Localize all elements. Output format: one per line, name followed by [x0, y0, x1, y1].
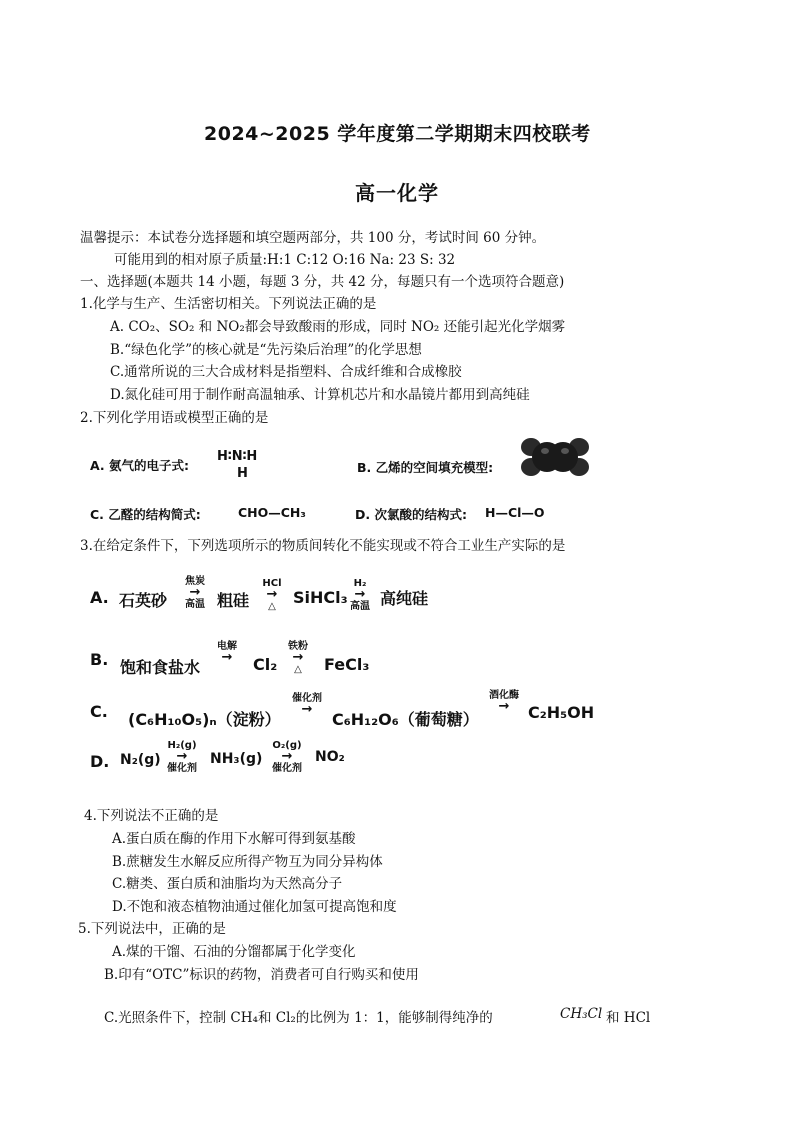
cond-bottom: 高温 — [350, 601, 370, 612]
q3-b-condition-2 — [284, 641, 312, 675]
q3-d-label: D. — [90, 752, 110, 771]
q5-option-a: A.煤的干馏、石油的分馏都属于化学变化 — [112, 944, 356, 960]
q1-option-d: D.氮化硅可用于制作耐高温轴承、计算机芯片和水晶镜片都用到高纯硅 — [110, 387, 530, 403]
q1-option-a: A. CO₂、SO₂ 和 NO₂都会导致酸雨的形成，同时 NO₂ 还能引起光化学烟雾 — [110, 319, 566, 335]
q3-a-quartz-sand: 石英砂 — [119, 591, 168, 610]
q3-a-high-purity-silicon: 高纯硅 — [380, 589, 429, 608]
q3-a-condition-3 — [346, 578, 374, 612]
q3-d-n2: N₂(g) — [120, 752, 161, 768]
q5-option-b: B.印有“OTC”标识的药物，消费者可自行购买和使用 — [104, 967, 419, 983]
exam-subtitle: 高一化学 — [355, 181, 439, 205]
q3-d-condition-1 — [165, 740, 199, 774]
cond-bottom: 高温 — [185, 599, 205, 610]
q3-a-sihcl3: SiHCl₃ — [293, 588, 348, 607]
q3-c-condition-2 — [487, 690, 521, 713]
cond-top: 焦炭 — [185, 576, 205, 587]
q3-c-label: C. — [90, 702, 108, 721]
arrow-icon: → — [176, 749, 188, 764]
arrow-icon: → — [498, 699, 510, 714]
q4-option-c: C.糖类、蛋白质和油脂均为天然高分子 — [112, 876, 343, 892]
q2-hclo-formula: H—Cl—O — [485, 505, 545, 520]
q2-ammonia-formula: H∶N∶H — [217, 449, 258, 464]
q3-d-condition-2 — [270, 740, 304, 774]
q2-option-c-label: C. 乙醛的结构简式: — [90, 507, 201, 522]
q2-ammonia-formula-h: H — [237, 466, 248, 481]
q1-option-c: C.通常所说的三大合成材料是指塑料、合成纤维和合成橡胶 — [110, 364, 462, 380]
q1-option-b: B.“绿色化学”的核心就是“先污染后治理”的化学思想 — [110, 342, 422, 358]
q2-stem: 2.下列化学用语或模型正确的是 — [80, 410, 269, 426]
q3-b-condition-1 — [212, 641, 242, 664]
ethylene-space-filling-model — [519, 437, 591, 477]
q2-option-b-label: B. 乙烯的空间填充模型: — [357, 460, 494, 475]
atomic-mass-note: 可能用到的相对原子质量:H:1 C:12 O:16 Na: 23 S: 32 — [114, 252, 456, 268]
cond-top: O₂(g) — [272, 740, 302, 751]
q2-option-d-label: D. 次氯酸的结构式: — [355, 507, 467, 522]
q3-b-fecl3: FeCl₃ — [324, 655, 370, 674]
q3-a-label: A. — [90, 588, 109, 607]
arrow-icon: → — [266, 587, 278, 602]
q4-option-a: A.蛋白质在酶的作用下水解可得到氨基酸 — [112, 831, 356, 847]
q4-option-b: B.蔗糖发生水解反应所得产物互为同分异构体 — [112, 854, 383, 870]
cond-top: 酒化酶 — [489, 690, 519, 701]
q5-option-c-tail: 和 HCl — [606, 1010, 651, 1026]
q5-option-c: C.光照条件下，控制 CH₄和 Cl₂的比例为 1：1，能够制得纯净的 — [104, 1010, 493, 1026]
q2-option-a-label: A. 氨气的电子式: — [90, 458, 190, 473]
q3-d-no2: NO₂ — [315, 749, 345, 765]
arrow-icon: → — [189, 585, 201, 600]
arrow-icon: → — [354, 587, 366, 602]
q5-stem: 5.下列说法中，正确的是 — [78, 921, 226, 937]
q3-d-nh3: NH₃(g) — [210, 751, 263, 767]
cond-top: 电解 — [217, 641, 237, 652]
q2-acetaldehyde-formula: CHO—CH₃ — [238, 505, 306, 520]
q5-option-c-formula: CH₃Cl — [560, 1006, 603, 1022]
exam-tip: 温馨提示：本试卷分选择题和填空题两部分，共 100 分，考试时间 60 分钟。 — [80, 230, 546, 246]
q3-b-label: B. — [90, 650, 109, 669]
exam-title: 2024~2025 学年度第二学期期末四校联考 — [204, 123, 591, 145]
cond-bottom: △ — [294, 664, 302, 675]
q3-c-starch: (C₆H₁₀O₅)ₙ（淀粉） — [128, 710, 281, 729]
q3-c-condition-1 — [290, 693, 324, 716]
q4-option-d: D.不饱和液态植物油通过催化加氢可提高饱和度 — [112, 899, 397, 915]
cond-bottom: 催化剂 — [272, 763, 302, 774]
cond-top: H₂(g) — [167, 740, 197, 751]
q3-c-glucose: C₆H₁₂O₆（葡萄糖） — [332, 710, 479, 729]
cond-bottom: 催化剂 — [167, 763, 197, 774]
q3-a-condition-1 — [180, 576, 210, 610]
cond-top: HCl — [262, 578, 282, 589]
q3-b-cl2: Cl₂ — [253, 655, 278, 674]
q3-a-crude-silicon: 粗硅 — [217, 591, 250, 610]
cond-top: H₂ — [353, 578, 367, 589]
q4-stem: 4.下列说法不正确的是 — [84, 808, 219, 824]
arrow-icon: → — [281, 749, 293, 764]
arrow-icon: → — [221, 650, 233, 665]
q3-b-brine: 饱和食盐水 — [120, 658, 201, 677]
q3-c-ethanol: C₂H₅OH — [528, 703, 595, 722]
q3-stem: 3.在给定条件下，下列选项所示的物质间转化不能实现或不符合工业生产实际的是 — [80, 538, 566, 554]
q3-a-condition-2 — [258, 578, 286, 612]
q1-stem: 1.化学与生产、生活密切相关。下列说法正确的是 — [80, 296, 377, 312]
cond-top: 催化剂 — [292, 693, 322, 704]
section-heading: 一、选择题(本题共 14 小题，每题 3 分，共 42 分，每题只有一个选项符合题意) — [80, 274, 565, 290]
cond-top: 铁粉 — [288, 641, 308, 652]
arrow-icon: → — [292, 650, 304, 665]
arrow-icon: → — [301, 702, 313, 717]
cond-bottom: △ — [268, 601, 276, 612]
